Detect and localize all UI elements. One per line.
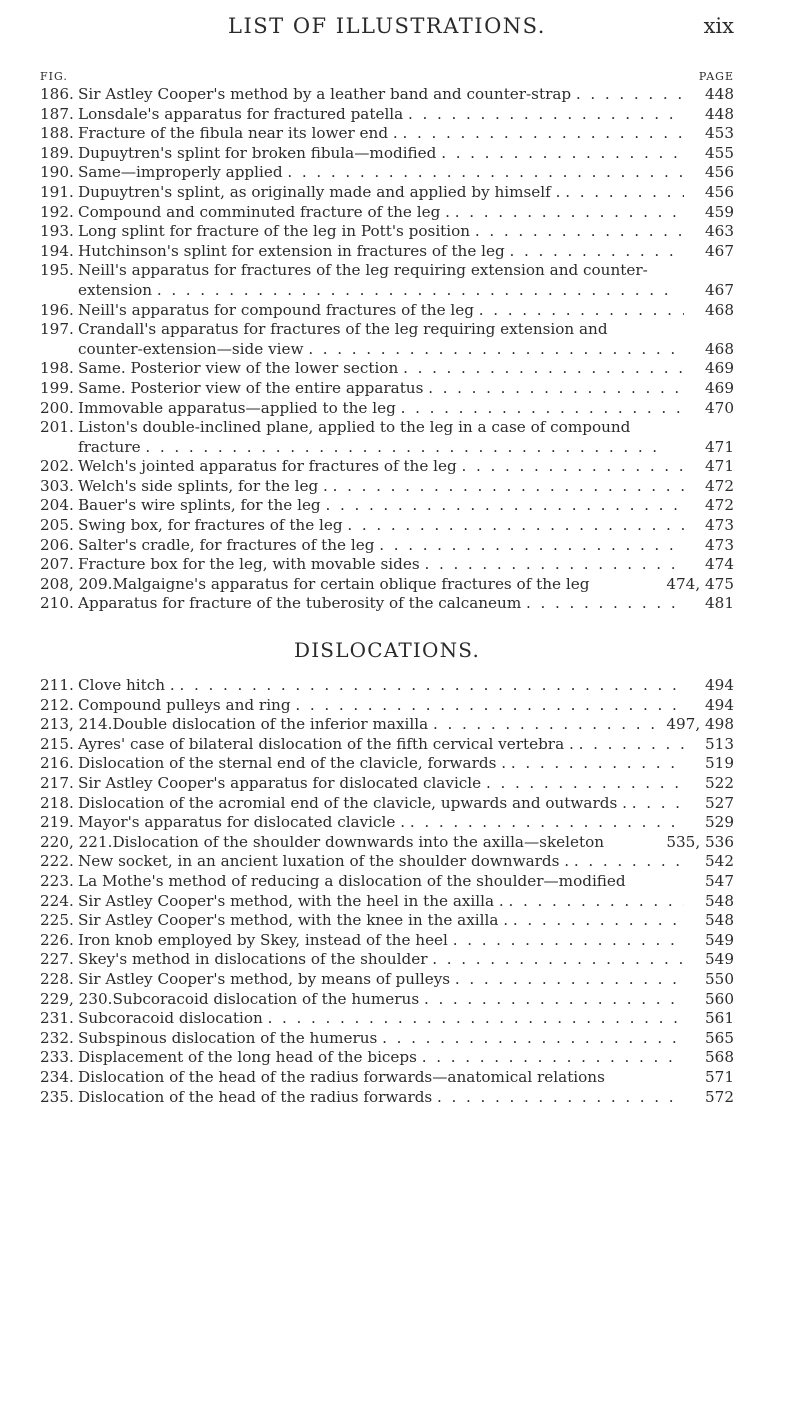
list-item [40,242,734,262]
continuation-text: extension [78,280,153,299]
page-reference: 470 [705,398,734,417]
entry-title [78,555,684,575]
page-reference: 548 [705,911,734,930]
page-reference: 542 [705,852,734,871]
entry-title [78,163,684,183]
entry-title [78,1009,684,1029]
entry-title [78,852,684,872]
list-item [40,222,734,242]
dislocations-list [40,676,734,1107]
entry-text: Dupuytren's splint for broken fibula—modified [78,143,437,162]
entry-title [112,575,660,595]
figure-number: 199. [40,378,74,397]
entry-text: Skey's method in dislocations of the shoulder [78,950,428,969]
figure-number: 190. [40,163,74,182]
figure-number: 227. [40,950,74,969]
entry-text: Subspinous dislocation of the humerus [78,1028,378,1047]
list-item [40,575,734,595]
continuation-text: fracture [78,437,141,456]
page-reference: 455 [705,143,734,162]
entry-text: Iron knob employed by Skey, instead of the heel [78,930,448,949]
page-reference: 453 [705,124,734,143]
list-item [40,594,734,614]
fig-column-heading: FIG. [40,70,68,83]
entry-text: Displacement of the long head of the biceps [78,1048,417,1067]
continuation-text: counter-extension—side view [78,339,304,358]
entry-text: Ayres' case of bilateral dislocation of the fifth cervical vertebra . [78,734,574,753]
entry-title-continuation [78,281,684,301]
entry-title [78,970,684,990]
page-reference: 565 [705,1028,734,1047]
page-reference: 467 [705,241,734,260]
page-reference: 481 [705,594,734,613]
page-reference: 535, 536 [666,832,734,851]
entry-title [78,1088,684,1108]
list-item [40,320,734,340]
list-item [40,774,734,794]
entry-title [78,676,684,696]
list-item [40,872,734,892]
page-reference: 497, 498 [666,715,734,734]
entry-title [78,457,684,477]
list-item [40,931,734,951]
entry-text: Sir Astley Cooper's method, with the knee in the axilla . [78,911,509,930]
entry-title-continuation [78,340,684,360]
entry-text: Welch's jointed apparatus for fractures of the leg [78,457,457,476]
figure-number: 193. [40,222,74,241]
figure-number: 201. [40,418,74,437]
entry-text: Bauer's wire splints, for the leg [78,496,321,515]
entry-title [78,1029,684,1049]
page-reference: 550 [705,969,734,988]
figure-number: 212. [40,695,74,714]
page-reference: 474, 475 [666,574,734,593]
entry-text: Sir Astley Cooper's method, with the heel in the axilla . [78,891,504,910]
figure-number: 232. [40,1028,74,1047]
figure-number: 303. [40,476,74,495]
page-reference: 549 [705,930,734,949]
list-item [40,990,734,1010]
entry-text: Dislocation of the head of the radius forwards [78,1087,433,1106]
entry-title [78,477,684,497]
list-item [40,301,734,321]
list-item-continuation [40,340,734,360]
entry-title [78,911,684,931]
entry-title [112,990,684,1010]
entry-text: Immovable apparatus—applied to the leg [78,398,396,417]
page-reference: 448 [705,104,734,123]
list-item [40,1029,734,1049]
entry-title [78,536,684,556]
entry-text: Hutchinson's splint for extension in fractures of the leg [78,241,505,260]
list-item [40,715,734,735]
entry-text: Dislocation of the shoulder downwards into the axilla—skeleton [112,832,605,851]
list-item [40,418,734,438]
page-reference: 468 [705,300,734,319]
entry-title [78,301,684,321]
page-number: xix [703,14,734,38]
figure-number: 198. [40,359,74,378]
figure-number: 233. [40,1048,74,1067]
list-item [40,203,734,223]
entry-title [78,931,684,951]
page-reference: 468 [705,339,734,358]
page-title: LIST OF ILLUSTRATIONS. [228,14,546,38]
list-item [40,813,734,833]
figure-number: 189. [40,143,74,162]
page-reference: 463 [705,222,734,241]
entry-title [78,144,684,164]
page-reference: 494 [705,676,734,695]
entry-text: Sir Astley Cooper's method by a leather band and counter-strap [78,85,572,103]
entry-text: Dislocation of the acromial end of the clavicle, upwards and outwards . [78,793,627,812]
figure-number: 215. [40,734,74,753]
entry-title [78,379,684,399]
figure-number: 217. [40,774,74,792]
page-reference: 472 [705,476,734,495]
entry-title [78,496,684,516]
page-reference: 547 [705,871,734,890]
list-item [40,735,734,755]
figure-number: 207. [40,555,74,574]
figure-number: 223. [40,871,74,890]
page-reference: 473 [705,516,734,535]
page-reference: 471 [705,437,734,456]
figure-number: 218. [40,793,74,812]
entry-text: Compound pulleys and ring [78,695,291,714]
entry-text: La Mothe's method of reducing a dislocation of the shoulder—modified [78,871,626,890]
entry-title [78,774,684,794]
page-reference: 513 [705,734,734,753]
entry-text: Compound and comminuted fracture of the leg . [78,202,450,221]
page-reference: 519 [705,754,734,773]
page-reference: 469 [705,359,734,378]
figure-number: 196. [40,300,74,319]
list-item [40,1068,734,1088]
column-headings [40,70,734,83]
page-reference: 568 [705,1048,734,1067]
entry-text: New socket, in an ancient luxation of the shoulder downwards . [78,852,570,871]
list-item [40,794,734,814]
entry-text: Clove hitch . [78,676,175,695]
figure-number: 188. [40,124,74,143]
entry-text: Welch's side splints, for the leg . [78,476,328,495]
entry-text: Long splint for fracture of the leg in Pott's position [78,222,471,241]
entry-text: Double dislocation of the inferior maxilla [112,715,429,734]
page-reference: 549 [705,950,734,969]
page-reference: 560 [705,989,734,1008]
entry-title [78,359,684,379]
page-reference: 529 [705,813,734,832]
list-item [40,359,734,379]
page-column-heading: PAGE [698,70,734,83]
entry-title [78,794,684,814]
figure-number: 192. [40,202,74,221]
entry-title [78,183,684,203]
figure-number: 224. [40,891,74,910]
figure-number: 226. [40,930,74,949]
list-item [40,696,734,716]
figure-number: 200. [40,398,74,417]
entry-title [78,105,684,125]
figure-number: 195. [40,261,74,280]
entry-text: Same. Posterior view of the lower section [78,359,399,378]
page-reference: 448 [705,85,734,103]
page-reference: 527 [705,793,734,812]
entry-text: Dislocation of the head of the radius forwards—anatomical relations [78,1067,605,1086]
list-item [40,124,734,144]
entry-text: Sir Astley Cooper's apparatus for dislocated clavicle [78,774,482,792]
entry-text: Fracture of the fibula near its lower end . [78,124,398,143]
figure-number: 206. [40,535,74,554]
list-item [40,105,734,125]
figure-number: 187. [40,104,74,123]
page-reference: 571 [705,1067,734,1086]
page-reference: 474 [705,555,734,574]
page-reference: 456 [705,182,734,201]
entry-title [78,1048,684,1068]
list-item [40,892,734,912]
entry-title [78,696,684,716]
page-reference: 548 [705,891,734,910]
entry-text: Apparatus for fracture of the tuberosity of the calcaneum [78,594,522,613]
list-item [40,261,734,281]
list-item [40,163,734,183]
entry-text: Mayor's apparatus for dislocated clavicle . [78,813,406,832]
figure-number: 234. [40,1067,74,1086]
entry-text: Swing box, for fractures of the leg [78,516,343,535]
list-item [40,754,734,774]
entry-title: Neill's apparatus for fractures of the leg requiring extension and counter- [78,261,648,280]
entry-text: Salter's cradle, for fractures of the leg [78,535,375,554]
list-item [40,676,734,696]
list-item [40,379,734,399]
figure-number: 225. [40,911,74,930]
figure-number: 191. [40,182,74,201]
entry-text: Dupuytren's splint, as originally made and applied by himself . [78,182,561,201]
figure-number: 229, 230. [40,989,113,1008]
list-item [40,911,734,931]
list-item [40,85,734,105]
entry-title: Liston's double-inclined plane, applied to the leg in a case of compound [78,418,631,437]
figure-number: 228. [40,969,74,988]
figure-number: 222. [40,852,74,871]
list-item [40,970,734,990]
entry-text: Neill's apparatus for compound fractures of the leg [78,300,474,319]
page-reference: 473 [705,535,734,554]
entry-title [112,715,660,735]
list-item [40,852,734,872]
entry-title [78,892,684,912]
list-item [40,1009,734,1029]
figure-number: 213, 214. [40,715,113,734]
page-reference: 469 [705,378,734,397]
page-reference: 456 [705,163,734,182]
section-title-dislocations: DISLOCATIONS. [293,638,481,663]
list-item-continuation [40,281,734,301]
list-item [40,516,734,536]
list-item-continuation [40,438,734,458]
entry-title [78,203,684,223]
entry-text: Dislocation of the sternal end of the clavicle, forwards . [78,754,507,773]
figure-number: 220, 221. [40,832,113,851]
figure-number: 231. [40,1009,74,1028]
figure-number: 219. [40,813,74,832]
fractures-list [40,85,734,614]
figure-number: 194. [40,241,74,260]
entry-title [78,813,684,833]
list-item [40,833,734,853]
entry-title [78,872,684,892]
page-reference: 494 [705,695,734,714]
list-item [40,1048,734,1068]
page-reference: 522 [705,774,734,792]
page-reference: 471 [705,457,734,476]
entry-title [78,1068,684,1088]
list-item [40,457,734,477]
figure-number: 208, 209. [40,574,113,593]
figure-number: 202. [40,457,74,476]
list-item [40,950,734,970]
list-item [40,477,734,497]
figure-number: 235. [40,1087,74,1106]
page-reference: 572 [705,1087,734,1106]
figure-number: 216. [40,754,74,773]
list-item [40,183,734,203]
list-item [40,536,734,556]
entry-text: Fracture box for the leg, with movable sides [78,555,420,574]
list-item [40,144,734,164]
entry-title [78,516,684,536]
entry-title [78,754,684,774]
figure-number: 204. [40,496,74,515]
figure-number: 211. [40,676,74,695]
entry-title [78,950,684,970]
entry-title [78,242,684,262]
page-reference: 561 [705,1009,734,1028]
list-item [40,496,734,516]
entry-title [78,222,684,242]
page-reference: 459 [705,202,734,221]
entry-title [112,833,660,853]
entry-title [78,399,684,419]
page-reference: 467 [705,280,734,299]
list-item [40,1088,734,1108]
entry-title [78,594,684,614]
entry-text: Same—improperly applied [78,163,283,182]
entry-text: Malgaigne's apparatus for certain oblique fractures of the leg [112,574,590,593]
list-item [40,399,734,419]
entry-title: Crandall's apparatus for fractures of the leg requiring extension and [78,320,608,339]
list-item [40,555,734,575]
entry-text: Same. Posterior view of the entire apparatus [78,378,424,397]
running-head [40,0,734,60]
figure-number: 210. [40,594,74,613]
entry-text: Subcoracoid dislocation of the humerus [112,989,420,1008]
entry-text: Sir Astley Cooper's method, by means of pulleys [78,969,451,988]
figure-number: 197. [40,320,74,339]
figure-number: 186. [40,85,74,103]
entry-title [78,124,684,144]
entry-text: Lonsdale's apparatus for fractured patella [78,104,404,123]
page-reference: 472 [705,496,734,515]
entry-title-continuation [78,438,684,458]
figure-number: 205. [40,516,74,535]
entry-title [78,735,684,755]
entry-text: Subcoracoid dislocation [78,1009,263,1028]
entry-title [78,85,684,105]
